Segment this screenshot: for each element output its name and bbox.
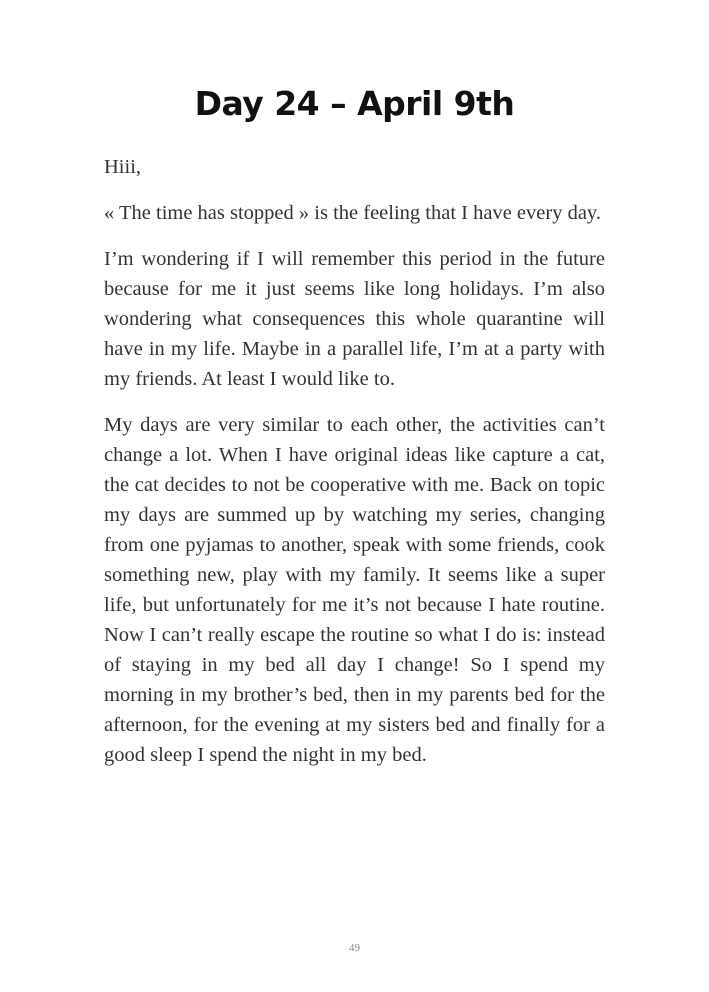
paragraph: I’m wondering if I will remember this period in the future because for me it just seems like long holidays. I’m also wondering what consequences this whole quarantine will have in my life. Maybe in a parallel life, I’m at a party with my friends. At least I would like to. [104, 248, 605, 390]
page-number: 49 [349, 942, 360, 954]
page-title: Day 24 – April 9th [194, 84, 515, 123]
paragraph: My days are very similar to each other, the activities can’t change a lot. When I have original ideas like capture a cat, the cat decides to not be cooperative with me. Back on topic my days are summed up by watching my series, changing from one pyjamas to another, speak with some friends, cook something new, play with my family. It seems like a super life, but unfortunately for me it’s not because I hate routine. Now I can’t really escape the routine so what I do is: instead of staying in my bed all day I change! So I spend my morning in my brother’s bed, then in my parents bed for the afternoon, for the evening at my sisters bed and finally for a good sleep I spend the night in my bed. [104, 414, 605, 766]
greeting-paragraph: Hiii, [104, 156, 142, 178]
body-text [104, 152, 605, 786]
paragraph: « The time has stopped » is the feeling that I have every day. [104, 202, 601, 224]
